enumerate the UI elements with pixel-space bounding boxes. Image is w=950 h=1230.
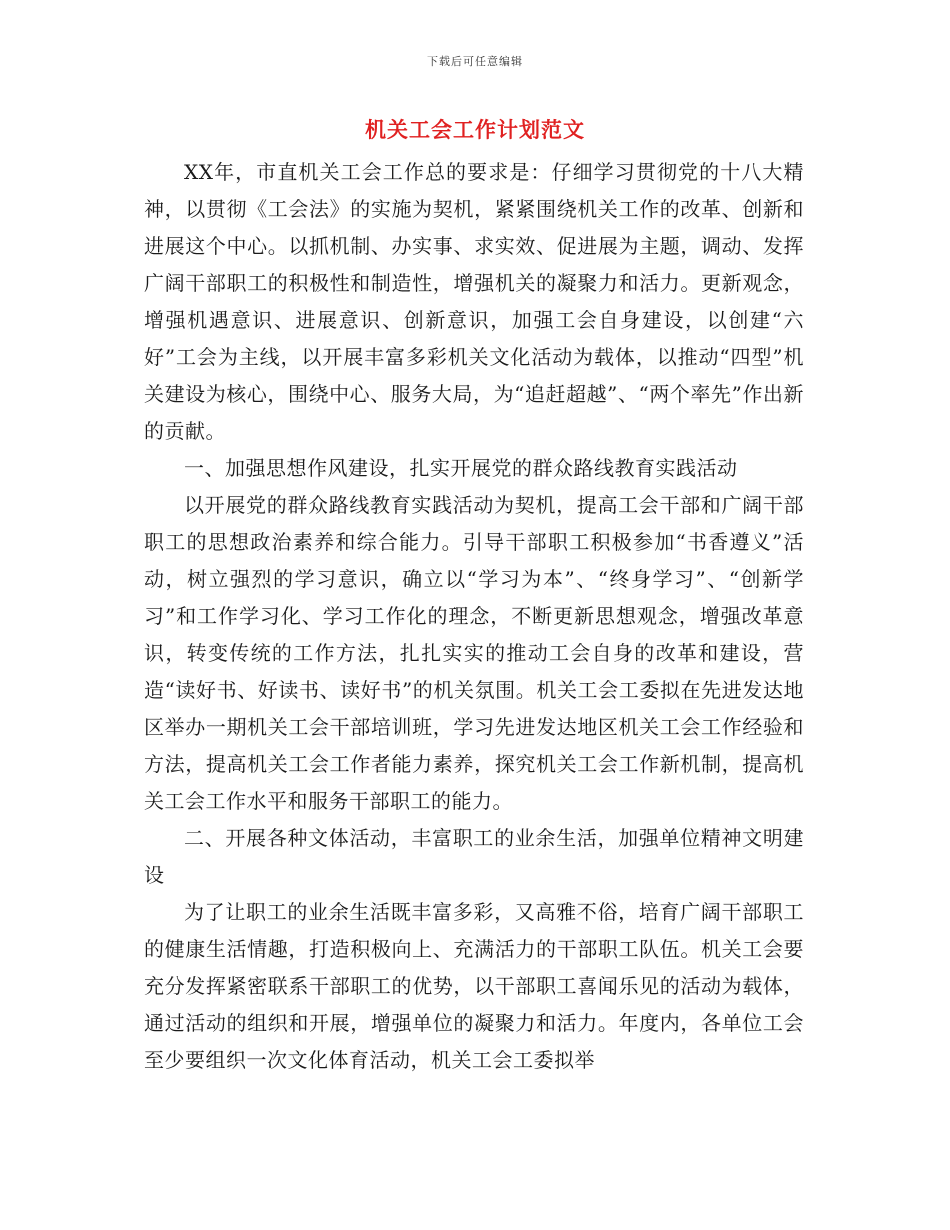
section-heading-1: 一、加强思想作风建设，扎实开展党的群众路线教育实践活动 [184,456,738,480]
document-title: 机关工会工作计划范文 [365,117,585,142]
document-body [144,154,804,1079]
paragraph-section-1: 以开展党的群众路线教育实践活动为契机，提高工会干部和广阔干部职工的思想政治素养和综合能力。引导干部职工积极参加“书香遵义”活动，树立强烈的学习意识，确立以“学习为本”、“终身学习”、“创新学习”和工作学习化、学习工作化的理念，不断更新思想观念，增强改革意识，转变传统的工作方法，扎扎实实的推动工会自身的改革和建设，营造“读好书、好读书、读好书”的机关氛围。机关工会工委拟在先进发达地区举办一期机关工会干部培训班，学习先进发达地区机关工会工作经验和方法，提高机关工会工作者能力素养，探究机关工会工作新机制，提高机关工会工作水平和服务干部职工的能力。 [144,493,804,813]
header-note: 下载后可任意编辑 [427,55,523,68]
section-heading-2: 二、开展各种文体活动，丰富职工的业余生活，加强单位精神文明建设 [144,826,804,887]
paragraph-intro: XX年，市直机关工会工作总的要求是：仔细学习贯彻党的十八大精神，以贯彻《工会法》的实施为契机，紧紧围绕机关工作的改革、创新和进展这个中心。以抓机制、办实事、求实效、促进展为主题，调动、发挥广阔干部职工的积极性和制造性，增强机关的凝聚力和活力。更新观念，增强机遇意识、进展意识、创新意识，加强工会自身建设，以创建“六好”工会为主线，以开展丰富多彩机关文化活动为载体，以推动“四型”机关建设为核心，围绕中心、服务大局，为“追赶超越”、“两个率先”作出新的贡献。 [144,160,804,443]
paragraph-section-2: 为了让职工的业余生活既丰富多彩，又高雅不俗，培育广阔干部职工的健康生活情趣，打造积极向上、充满活力的干部职工队伍。机关工会要充分发挥紧密联系干部职工的优势，以干部职工喜闻乐见的活动为载体，通过活动的组织和开展，增强单位的凝聚力和活力。年度内，各单位工会至少要组织一次文化体育活动，机关工会工委拟举 [144,900,804,1072]
